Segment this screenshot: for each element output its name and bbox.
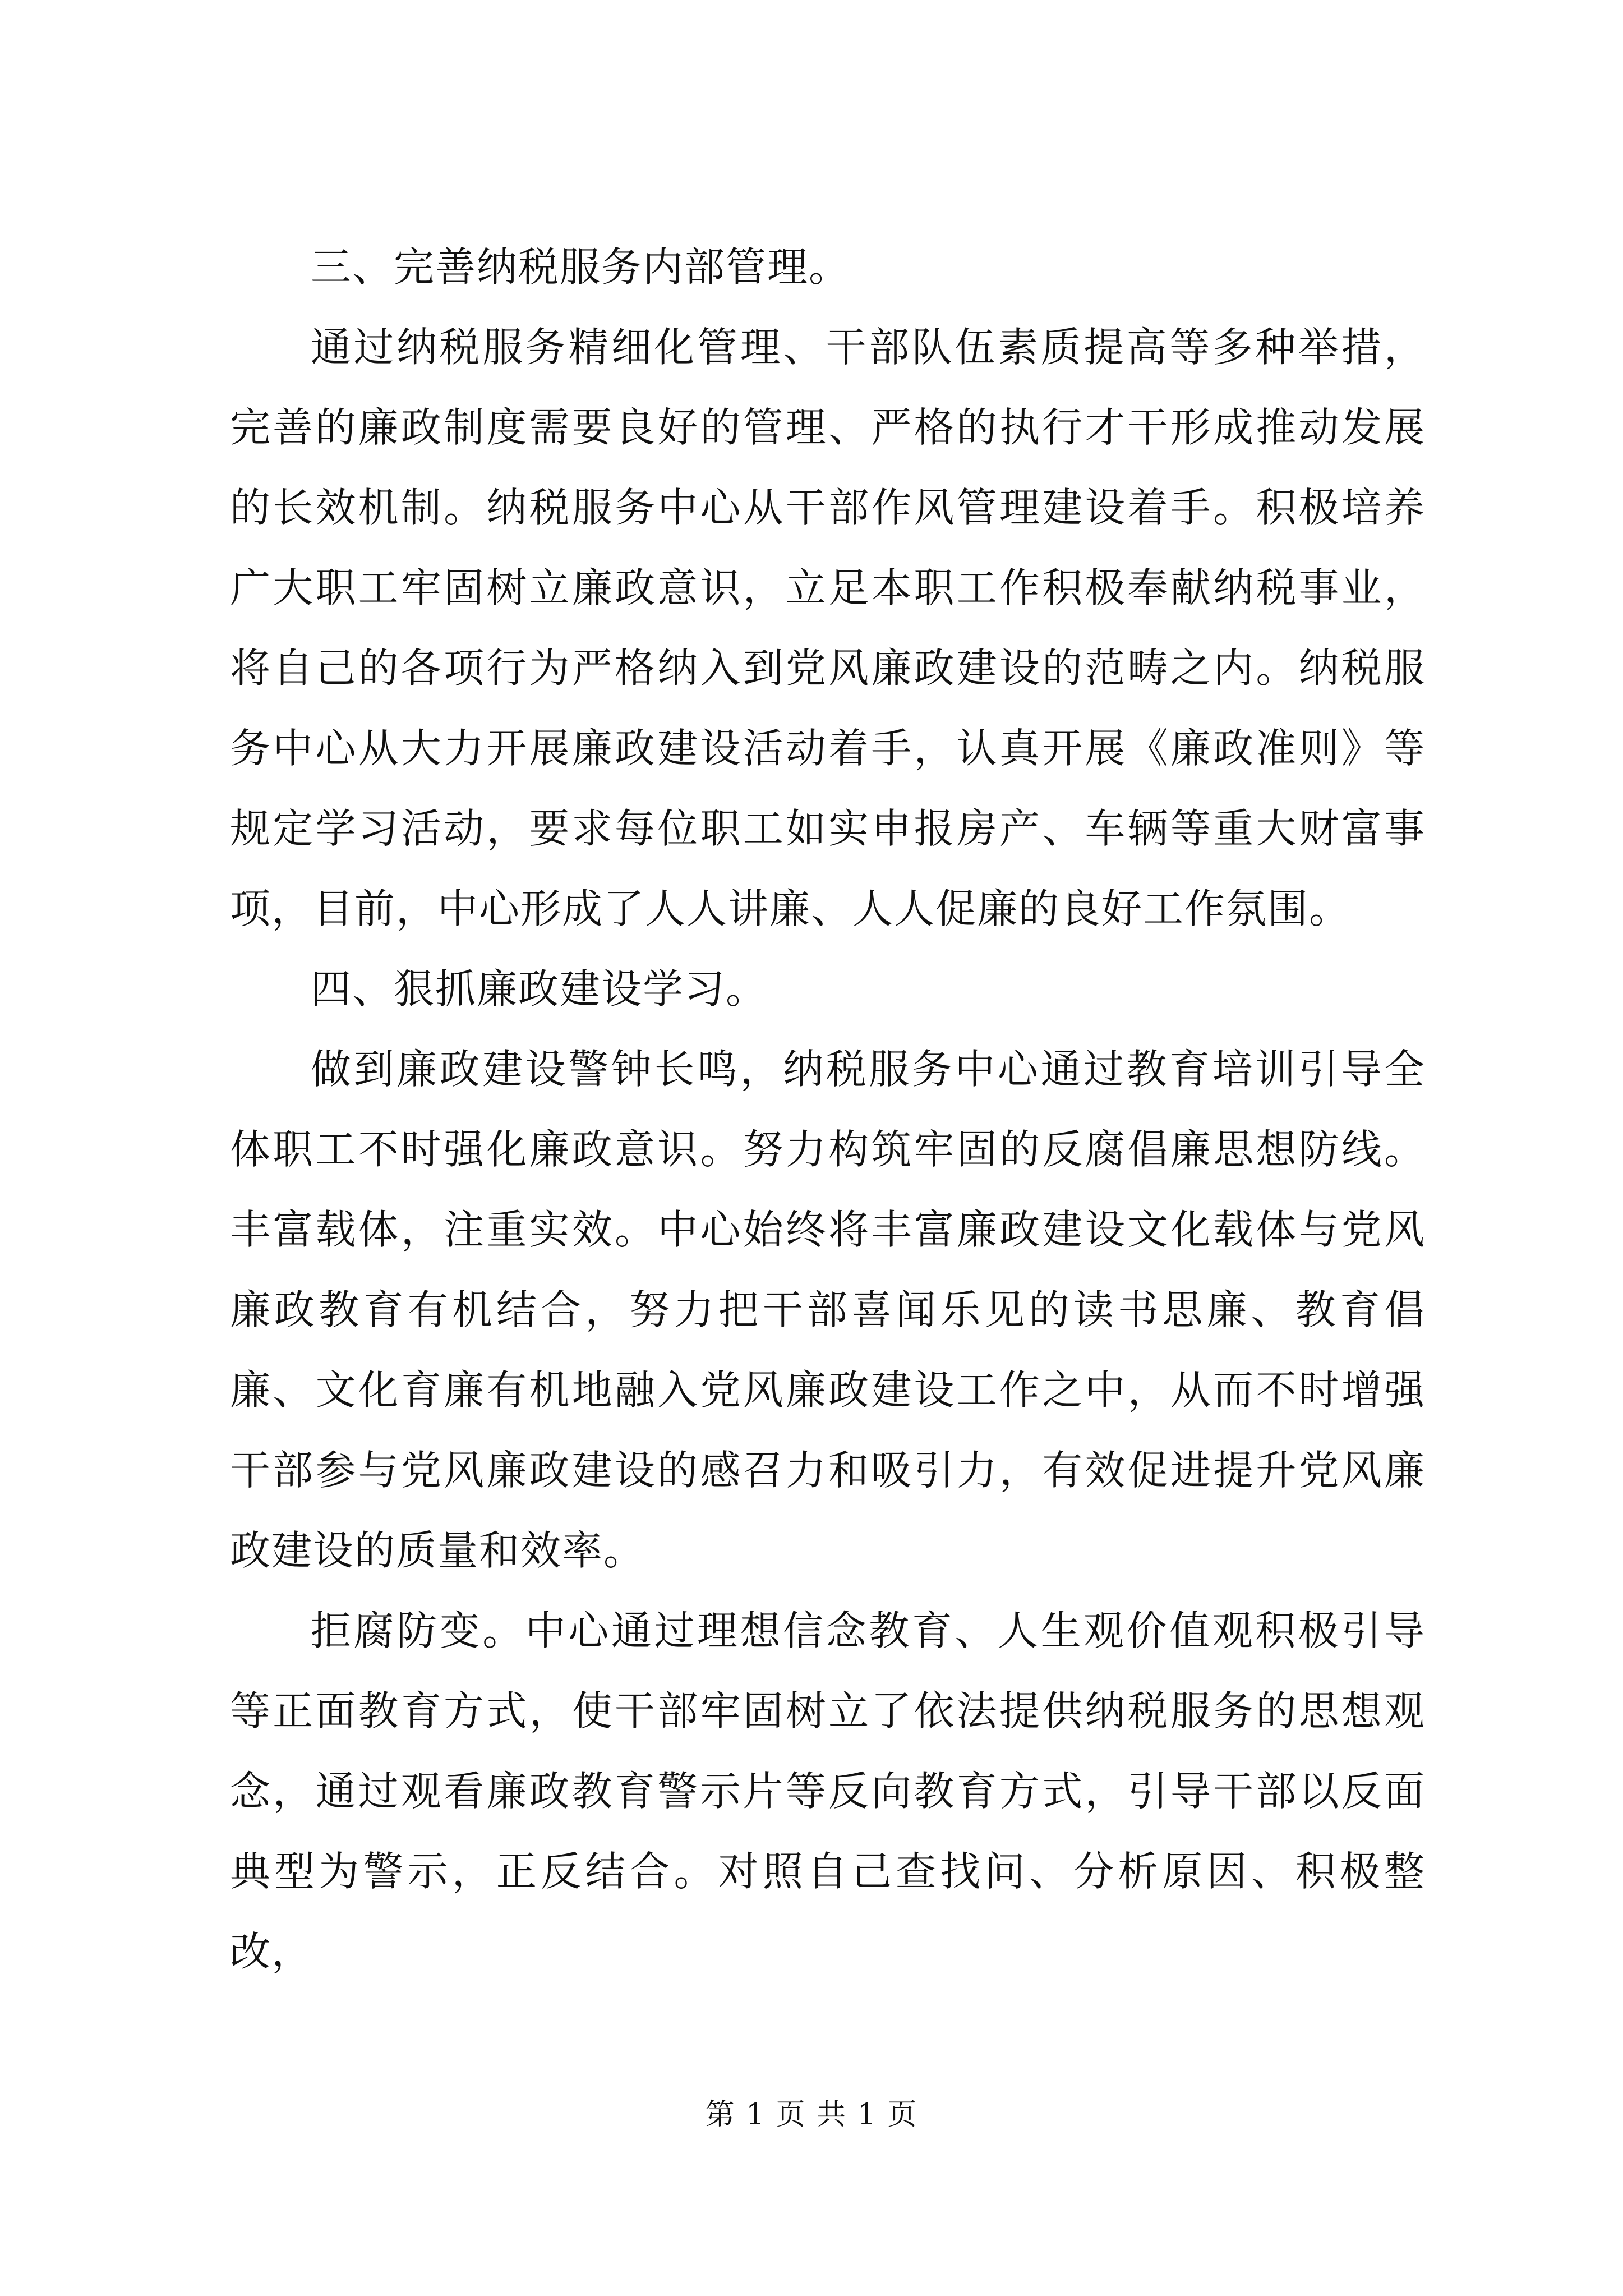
document-body xyxy=(230,227,1426,1992)
section-heading-3: 三、完善纳税服务内部管理。 xyxy=(311,243,851,291)
body-paragraph-1: 通过纳税服务精细化管理、干部队伍素质提高等多种举措，完善的廉政制度需要良好的管理、严格的执行才干形成推动发展的长效机制。纳税服务中心从干部作风管理建设着手。积极培养广大职工牢固树立廉政意识，立足本职工作积极奉献纳税事业，将自己的各项行为严格纳入到党风廉政建设的范畴之内。纳税服务中心从大力开展廉政建设活动着手，认真开展《廉政准则》等规定学习活动，要求每位职工如实申报房产、车辆等重大财富事项，目前，中心形成了人人讲廉、人人促廉的良好工作氛围。 xyxy=(230,324,1426,932)
page-footer: 第 1 页 共 1 页 xyxy=(705,2098,918,2132)
body-paragraph-2: 做到廉政建设警钟长鸣，纳税服务中心通过教育培训引导全体职工不时强化廉政意识。努力构筑牢固的反腐倡廉思想防线。丰富载体，注重实效。中心始终将丰富廉政建设文化载体与党风廉政教育有机结合，努力把干部喜闻乐见的读书思廉、教育倡廉、文化育廉有机地融入党风廉政建设工作之中，从而不时增强干部参与党风廉政建设的感召力和吸引力，有效促进提升党风廉政建设的质量和效率。 xyxy=(230,1046,1426,1574)
section-heading-4: 四、狠抓廉政建设学习。 xyxy=(311,965,768,1013)
body-paragraph-3: 拒腐防变。中心通过理想信念教育、人生观价值观积极引导等正面教育方式，使干部牢固树立了依法提供纳税服务的思想观念，通过观看廉政教育警示片等反向教育方式，引导干部以反面典型为警示，正反结合。对照自己查找问、分析原因、积极整改， xyxy=(230,1607,1426,1975)
